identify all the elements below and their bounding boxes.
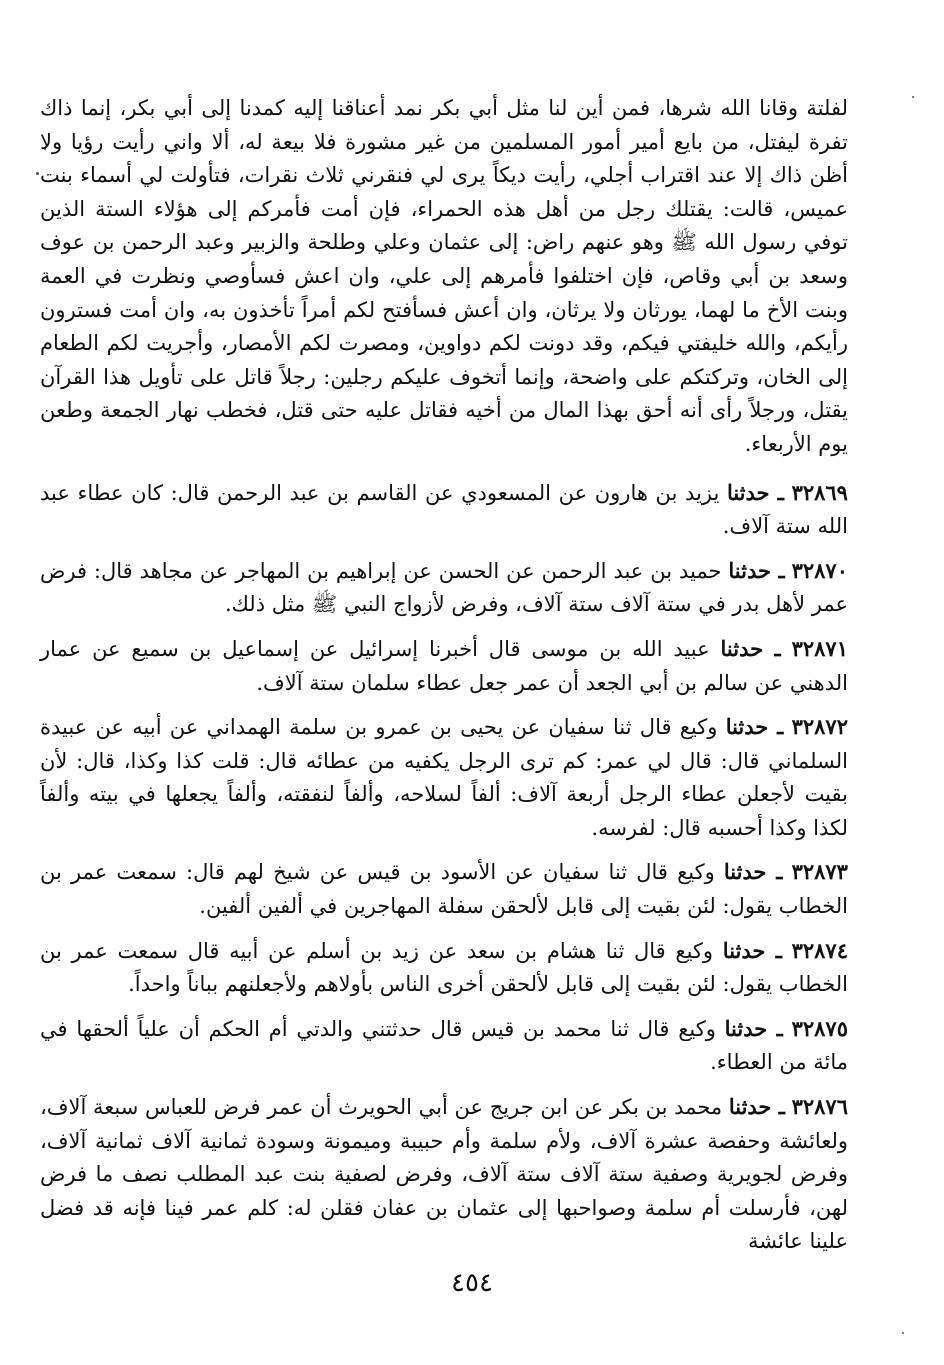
hadith-opening: ـ حدثنا bbox=[726, 479, 784, 505]
hadith-number: ٣٢٨٦٩ bbox=[791, 479, 848, 505]
paragraph-continuation bbox=[40, 92, 848, 462]
page-body-text bbox=[40, 92, 848, 1269]
hadith-number: ٣٢٨٧٦ bbox=[791, 1094, 848, 1120]
hadith-number: ٣٢٨٧٠ bbox=[791, 557, 848, 583]
hadith-text: محمد بن بكر عن ابن جريج عن أبي الحويرث أن عمر فرض للعباس سبعة آلاف، ولعائشة وحفصة عشرة آلاف، ولأم سلمة وأم حبيبة وميمونة وسودة ثمانية آلاف ثمانية آلاف، وفرض لجويرية وصفية ستة آلاف ستة آلاف، وفرض لصفية بنت عبد المطلب نصف ما فرض لهن، فأرسلت أم سلمة وصواحبها إلى عثمان بن عفان فقلن له: كلم عمر فينا فإنه قد فضل علينا عائشة bbox=[40, 1095, 848, 1254]
hadith-opening: ـ حدثنا bbox=[728, 557, 785, 583]
hadith-number: ٣٢٨٧٤ bbox=[791, 937, 848, 963]
hadith-text: وكيع قال ثنا محمد بن قيس قال حدثتني والدتي أم الحكم أن علياً ألحقها في مائة من العطاء. bbox=[40, 1016, 848, 1075]
hadith-entry-32876 bbox=[40, 1090, 848, 1259]
scan-speck bbox=[912, 96, 914, 98]
page-number: ٤٥٤ bbox=[451, 1268, 493, 1298]
hadith-opening: ـ حدثنا bbox=[725, 714, 784, 740]
hadith-text: يزيد بن هارون عن المسعودي عن القاسم بن عبد الرحمن قال: كان عطاء عبد الله ستة آلاف. bbox=[40, 480, 848, 539]
hadith-opening: ـ حدثنا bbox=[724, 1015, 783, 1041]
hadith-text: وكيع قال ثنا سفيان عن يحيى بن عمرو بن سلمة الهمداني عن أبيه عن عبيدة السلماني قال: قال لي عمر: كم ترى الرجل يكفيه من عطائه قال: قلت كذا وكذا، قال: لأن بقيت لأجعلن عطاء الرجل أربعة آلاف: ألفاً لسلاحه، وألفاً لنفقته، وألفاً يجعلها في بيته وألفاً لكذا وكذا أحسبه قال: لفرسه. bbox=[40, 715, 848, 840]
hadith-entry-32874 bbox=[40, 934, 848, 1002]
hadith-number: ٣٢٨٧٣ bbox=[791, 859, 848, 885]
hadith-entry-32872 bbox=[40, 710, 848, 845]
hadith-entry-32870 bbox=[40, 554, 848, 622]
scan-speck bbox=[36, 172, 39, 175]
hadith-number: ٣٢٨٧٢ bbox=[791, 714, 848, 740]
hadith-number: ٣٢٨٧٥ bbox=[791, 1015, 848, 1041]
scan-speck bbox=[902, 1332, 904, 1334]
paragraph-text: لفلتة وقانا الله شرها، فمن أين لنا مثل أبي بكر نمد أعناقنا إليه كمدنا إلى أبي بكر، إنما ذاك تفرة ليفتل، من بايع أمير أمور المسلمين من غير مشورة فلا بيعة له، ألا واني رأيت رؤيا ولا أظن ذاك إلا عند اقتراب أجلي، رأيت ديكاً يرى لي فنقرني ثلاث نقرات، فتأولت لي أسماء بنت عميس، قالت: يقتلك رجل من أهل هذه الحمراء، فإن أمت فأمركم إلى هؤلاء الستة الذين توفي رسول الله ﷺ وهو عنهم راض: إلى عثمان وعلي وطلحة والزبير وعبد الرحمن بن عوف وسعد بن أبي وقاص، فإن اختلفوا فأمرهم إلى علي، وان اعش فسأوصي ونظرت في العمة وبنت الأخ ما لهما، يورثان ولا يرثان، وان أعش فسأفتح لكم أمراً تأخذون به، وان أمت فسترون رأيكم، والله خليفتي فيكم، وقد دونت لكم دواوين، ومصرت لكم الأمصار، وأجريت لكم الطعام إلى الخان، وتركتكم على واضحة، وإنما أتخوف عليكم رجلين: رجلاً قاتل على تأويل هذا القرآن يقتل، ورجلاً رأى أنه أحق بهذا المال من أخيه فقاتل عليه حتى قتل، فخطب نهار الجمعة وطعن يوم الأربعاء. bbox=[40, 96, 848, 456]
hadith-entry-32871 bbox=[40, 632, 848, 700]
hadith-opening: ـ حدثنا bbox=[723, 859, 783, 885]
hadith-entry-32875 bbox=[40, 1012, 848, 1080]
hadith-entry-32873 bbox=[40, 855, 848, 923]
hadith-text: عبيد الله بن موسى قال أخبرنا إسرائيل عن إسماعيل بن سميع عن عمار الدهني عن سالم بن أبي الجعد أن عمر جعل عطاء سلمان ستة آلاف. bbox=[40, 636, 848, 695]
hadith-text: وكيع قال ثنا سفيان عن الأسود بن قيس عن شيخ لهم قال: سمعت عمر بن الخطاب يقول: لئن بقيت إلى قابل لألحقن سفلة المهاجرين في ألفين ألفين. bbox=[40, 860, 848, 919]
hadith-text: وكيع قال ثنا هشام بن سعد عن زيد بن أسلم عن أبيه قال سمعت عمر بن الخطاب يقول: لئن بقيت إلى قابل لألحقن أخرى الناس بأولاهم ولأجعلنهم بباناً واحداً. bbox=[40, 938, 848, 997]
hadith-opening: ـ حدثنا bbox=[728, 1094, 785, 1120]
hadith-opening: ـ حدثنا bbox=[720, 635, 781, 661]
hadith-entry-32869 bbox=[40, 476, 848, 544]
hadith-number: ٣٢٨٧١ bbox=[791, 635, 848, 661]
hadith-opening: ـ حدثنا bbox=[722, 937, 782, 963]
hadith-text: حميد بن عبد الرحمن عن الحسن عن إبراهيم بن المهاجر عن مجاهد قال: فرض عمر لأهل بدر في ستة آلاف ستة آلاف، وفرض لأزواج النبي ﷺ مثل ذلك. bbox=[40, 558, 848, 617]
